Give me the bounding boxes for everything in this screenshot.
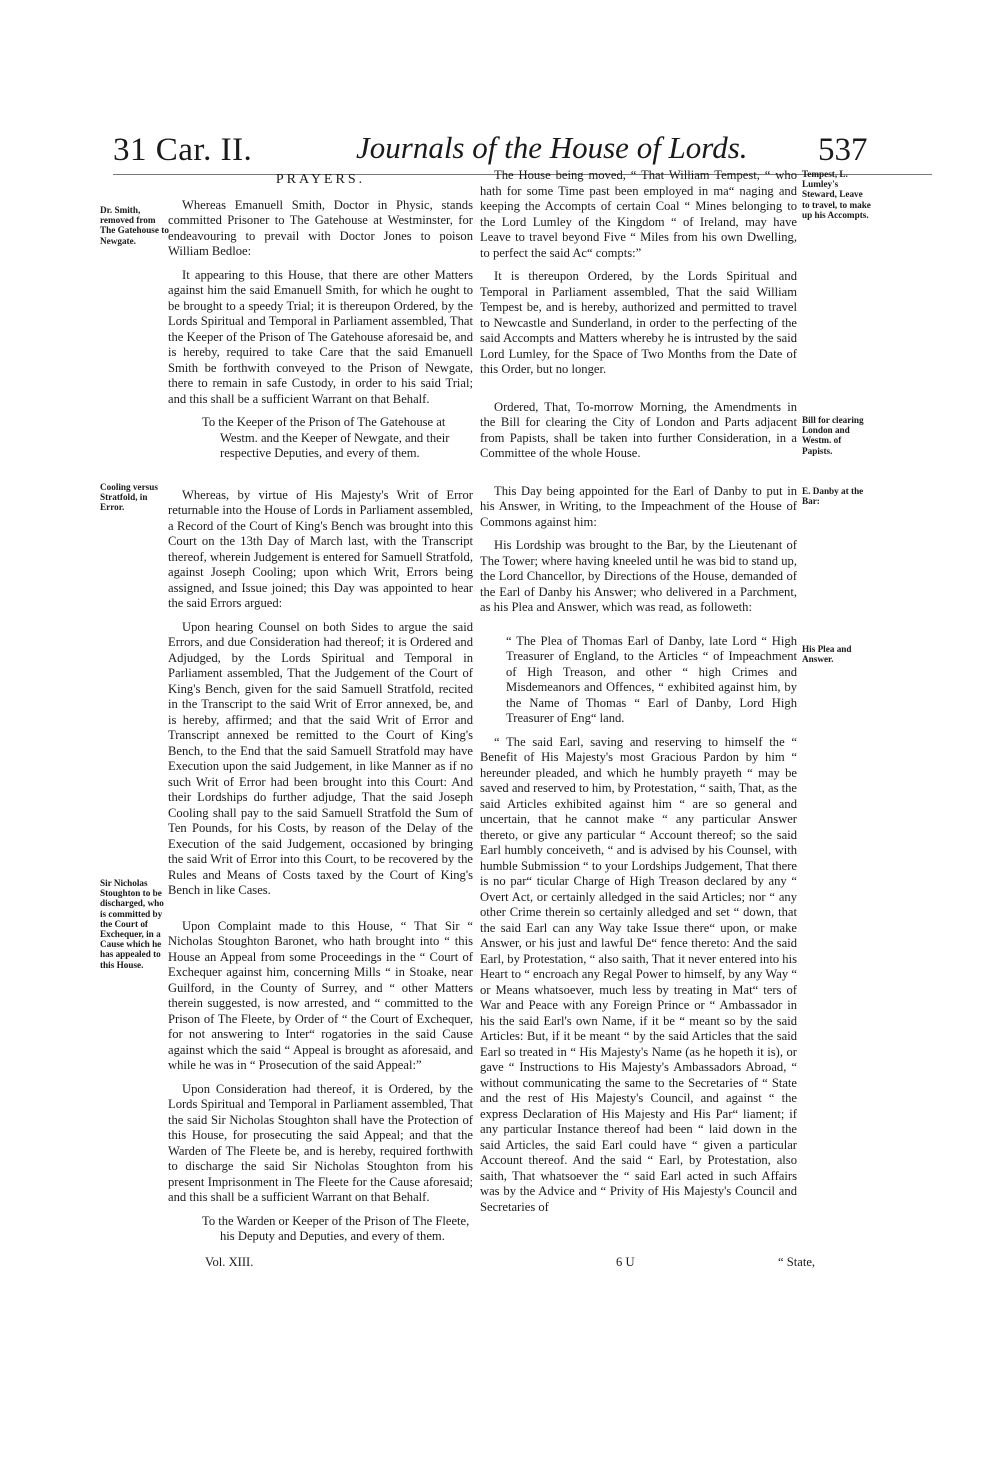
regnal-year: 31 Car. II. xyxy=(113,132,253,168)
page-number: 537 xyxy=(818,132,868,168)
address-fleete-warden: To the Warden or Keeper of the Prison of The Fleete, his Deputy and Deputies, and every of them. xyxy=(202,1213,470,1243)
paragraph-cooling-whereas: Whereas, by virtue of His Majesty's Writ of Error returnable into the House of Lords in Parliament assembled, a Record of the Court of King's Bench was brought into this Court on the 13th Day of March last, with the Transcript thereof, wherein Judgement is entered for Samuell Stratfold, against Joseph Cooling; upon which Writ, Errors being assigned, and Issue joined; this Day was appointed to hear the said Errors argued: xyxy=(168,487,473,610)
margin-note-plea: His Plea and Answer. xyxy=(802,644,852,665)
margin-note-tempest: Tempest, L. Lumley's Steward, Leave to travel, to make up his Accompts. xyxy=(802,169,871,220)
address-gatehouse-keeper: To the Keeper of the Prison of The Gatehouse at Westm. and the Keeper of Newgate, and their respective Deputies, and every of them. xyxy=(202,415,450,460)
margin-note-danby: E. Danby at the Bar: xyxy=(802,486,864,507)
paragraph-stoughton-complaint: Upon Complaint made to this House, “ That Sir “ Nicholas Stoughton Baronet, who hath brought into “ this House an Appeal from some Proceedings in the “ Court of Exchequer against him, concerning Mills “ in Stoake, near Guilford, in the County of Surrey, and “ other Matters therein suggested, is now arrested, and “ committed to the Prison of The Fleete, by Order of “ the Court of Exchequer, for not answering to Inter“ rogatories in the said Cause against which the said “ Appeal is brought as aforesaid, and while he was in “ Prosecution of the said Appeal:” xyxy=(168,918,473,1072)
paragraph-tempest-motion: The House being moved, “ That William Tempest, “ who hath for some Time past been employed in ma“ naging and keeping the Accompts of certain Coal “ Mines belonging to the Lord Lumley of the Kingdom “ of Ireland, may have Leave to travel beyond Five “ Miles from his own Dwelling, to perfect the said Ac“ compts:” xyxy=(480,168,797,260)
catchword: “ State, xyxy=(778,1255,816,1269)
right-column xyxy=(480,168,797,1223)
signature-mark: 6 U xyxy=(616,1255,635,1269)
paragraph-smith-order: It appearing to this House, that there are other Matters against him the said Emanuell Smith, for which he ought to be brought to a speedy Trial; it is thereupon Ordered, by the Lords Spiritual and Temporal in Parliament assembled, That the Keeper of the Prison of The Gatehouse aforesaid be, and is hereby, required to take Care that the said Emanuell Smith be forthwith conveyed to the Prison of Newgate, there to remain in safe Custody, in order to his said Trial; and this shall be a sufficient Warrant on that Behalf. xyxy=(168,267,473,406)
paragraph-cooling-judgement: Upon hearing Counsel on both Sides to argue the said Errors, and due Consideration had thereof; it is Ordered and Adjudged, by the Lords Spiritual and Temporal in Parliament assembled, That the Judgement of the Court of King's Bench, given for the said Samuell Stratfold, recited in the Transcript to the said Writ of Error annexed, be, and is hereby, affirmed; and that the said Writ of Error and Transcript annexed be remitted to the Court of King's Bench, to the End that the said Samuell Stratfold may have Execution upon the said Judgement, in like Manner as if no such Writ of Error had been brought into this Court: And their Lordships do further adjudge, That the said Joseph Cooling shall pay to the said Samuell Stratfold the Sum of Ten Pounds, for his Costs, by reason of the Delay of the Execution of the said Judgement, occasioned by bringing the said Writ of Error into this Court, to be recovered by the Rules and Means of Costs taxed by the Court of King's Bench in like Cases. xyxy=(168,619,473,897)
volume-marker: Vol. XIII. xyxy=(205,1255,254,1269)
paragraph-danby-plea-title: “ The Plea of Thomas Earl of Danby, late Lord “ High Treasurer of England, to the Articles “ of Impeachment of High Treason, and other “ high Crimes and Misdemeanors and Offences, “ exhibited against him, by the Name of Thomas “ Earl of Danby, Lord High Treasurer of Eng“ land. xyxy=(506,633,797,725)
section-heading-prayers: PRAYERS. xyxy=(275,172,366,187)
paragraph-danby-appointed: This Day being appointed for the Earl of Danby to put in his Answer, in Writing, to the Impeachment of the House of Commons against him: xyxy=(480,483,797,529)
margin-note-papists: Bill for clearing London and Westm. of Papists. xyxy=(802,415,864,456)
paragraph-stoughton-order: Upon Consideration had thereof, it is Ordered, by the Lords Spiritual and Temporal in Parliament assembled, That the said Sir Nicholas Stoughton shall have the Protection of this House, for prosecuting the said Appeal; and that the Warden of The Fleete be, and is hereby, required forthwith to discharge the said Sir Nicholas Stoughton from his present Imprisonment in The Fleete for the Cause aforesaid; and this shall be a sufficient Warrant on that Behalf. xyxy=(168,1081,473,1204)
margin-note-stoughton: Sir Nicholas Stoughton to be discharged, who is committed by the Court of Exchequer, in a Cause which he has appealed to this House. xyxy=(100,878,164,970)
paragraph-tempest-order: It is thereupon Ordered, by the Lords Spiritual and Temporal in Parliament assembled, That the said William Tempest be, and is hereby, authorized and permitted to travel to Newcastle and Sunderland, in order to the perfecting of the said Accompts and Matters whereby he is intrusted by the said Lord Lumley, for the Space of Two Months from the Date of this Order, but no longer. xyxy=(480,269,797,376)
paragraph-danby-plea-text: “ The said Earl, saving and reserving to himself the “ Benefit of His Majesty's most Gracious Pardon by him “ hereunder pleaded, and which he humbly prayeth “ may be saved and reserved to him, by Protestation, “ saith, That, as the said Articles exhibited against him “ are so general and uncertain, that he cannot make “ any particular Answer thereto, or give any particular “ Account thereof; so the said Earl humbly conceiveth, “ and is advised by his Counsel, with humble Submission “ to your Lordships Judgement, That there is no par“ ticular Charge of High Treason declared by any “ Overt Act, or certainly alledged in the said Articles; nor “ any other Crime therein so certainly alledged and set “ down, that the said Earl can any Way take Issue there“ upon, or make Answer, or his just and lawful De“ fence thereto: And the said Earl, by Protestation, “ also saith, That it never entered into his Heart to “ encroach any Regal Power to himself, by any Way “ or Means whatsoever, much less by treating in Mat“ ters of War and Peace with any Foreign Prince or “ Ambassador in his the said Earl's own Name, if it be “ meant so by the said Articles: But, if it be meant “ by the said Articles that the said Earl so treated in “ His Majesty's Name (as he hopeth it is), or gave “ Instructions to His Majesty's Ambassadors Abroad, “ without communicating the same to the Secretaries of “ State and the rest of His Majesty's Council, and against “ the express Declaration of His Majesty and His Par“ liament; if any particular Instance thereof had been “ laid down in the said Articles, the said Earl could have “ given a particular Account thereof. And the said “ Earl, by Protestation, also saith, That whatsoever the “ said Earl acted in such Affairs was by the Advice and “ Privity of His Majesty's Council and Secretaries of xyxy=(480,734,797,1214)
margin-note-smith: Dr. Smith, removed from The Gatehouse to Newgate. xyxy=(100,205,169,246)
journal-title: Journals of the House of Lords. xyxy=(356,130,748,165)
left-column xyxy=(168,168,473,1253)
paragraph-papists-bill: Ordered, That, To-morrow Morning, the Amendments in the Bill for clearing the City of London and Parts adjacent from Papists, shall be taken into further Consideration, in a Committee of the whole House. xyxy=(480,399,797,460)
paragraph-smith-whereas: Whereas Emanuell Smith, Doctor in Physic, stands committed Prisoner to The Gatehouse at Westminster, for endeavouring to prevail with Doctor Jones to poison William Bedloe: xyxy=(168,197,473,258)
margin-note-cooling: Cooling versus Stratfold, in Error. xyxy=(100,482,158,513)
paragraph-danby-bar: His Lordship was brought to the Bar, by the Lieutenant of The Tower; where having kneeled until he was bid to stand up, the Lord Chancellor, by Directions of the House, demanded of the Earl of Danby his Answer; who delivered in a Parchment, as his Plea and Answer, which was read, as followeth: xyxy=(480,538,797,614)
